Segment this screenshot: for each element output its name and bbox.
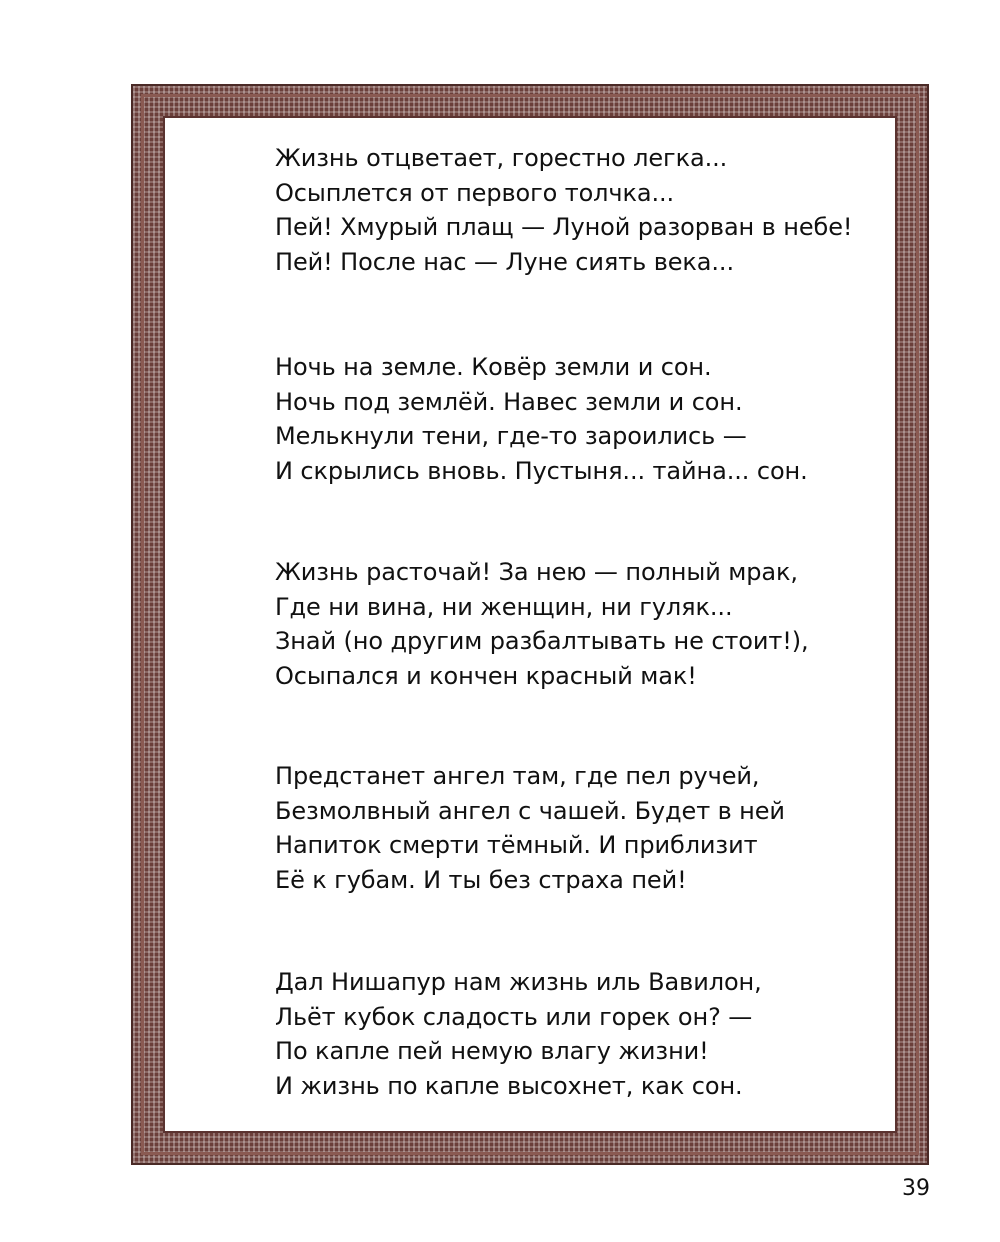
stanza-1-line-4: Пей! После нас — Луне сиять века... xyxy=(275,247,734,276)
stanza-3 xyxy=(275,555,875,693)
stanza-2-line-1: Ночь на земле. Ковёр земли и сон. xyxy=(275,353,712,381)
stanza-3-line-3: Знай (но другим разбалтывать не стоит!), xyxy=(275,627,809,655)
stanza-5-line-1: Дал Нишапур нам жизнь иль Вавилон, xyxy=(275,968,762,996)
stanza-4 xyxy=(275,759,875,897)
stanza-5-line-3: По капле пей немую влагу жизни! xyxy=(275,1037,709,1065)
stanza-5-line-4: И жизнь по капле высохнет, как сон. xyxy=(275,1071,743,1100)
stanza-2-line-3: Мелькнули тени, где-то зароились — xyxy=(275,422,747,450)
stanza-4-line-2: Безмолвный ангел с чашей. Будет в ней xyxy=(275,796,785,825)
stanza-1 xyxy=(275,141,875,279)
stanza-1-line-1: Жизнь отцветает, горестно легка... xyxy=(275,144,728,172)
stanza-3-line-1: Жизнь расточай! За нею — полный мрак, xyxy=(275,558,798,586)
stanza-3-line-4: Осыпался и кончен красный мак! xyxy=(275,661,697,690)
stanza-3-line-2: Где ни вина, ни женщин, ни гуляк... xyxy=(275,592,733,621)
stanza-1-line-2: Осыплется от первого толчка... xyxy=(275,178,675,207)
stanza-1-line-3: Пей! Хмурый плащ — Луной разорван в небе! xyxy=(275,213,853,241)
stanza-2-line-4: И скрылись вновь. Пустыня... тайна... сон. xyxy=(275,456,808,485)
stanza-4-line-4: Её к губам. И ты без страха пей! xyxy=(275,865,687,894)
stanza-2 xyxy=(275,350,875,488)
stanza-4-line-1: Предстанет ангел там, где пел ручей, xyxy=(275,762,760,790)
page-number: 39 xyxy=(902,1176,930,1201)
stanza-2-line-2: Ночь под землёй. Навес земли и сон. xyxy=(275,387,743,416)
stanza-4-line-3: Напиток смерти тёмный. И приблизит xyxy=(275,831,758,859)
stanza-5 xyxy=(275,965,875,1103)
stanza-5-line-2: Льёт кубок сладость или горек он? — xyxy=(275,1002,753,1031)
